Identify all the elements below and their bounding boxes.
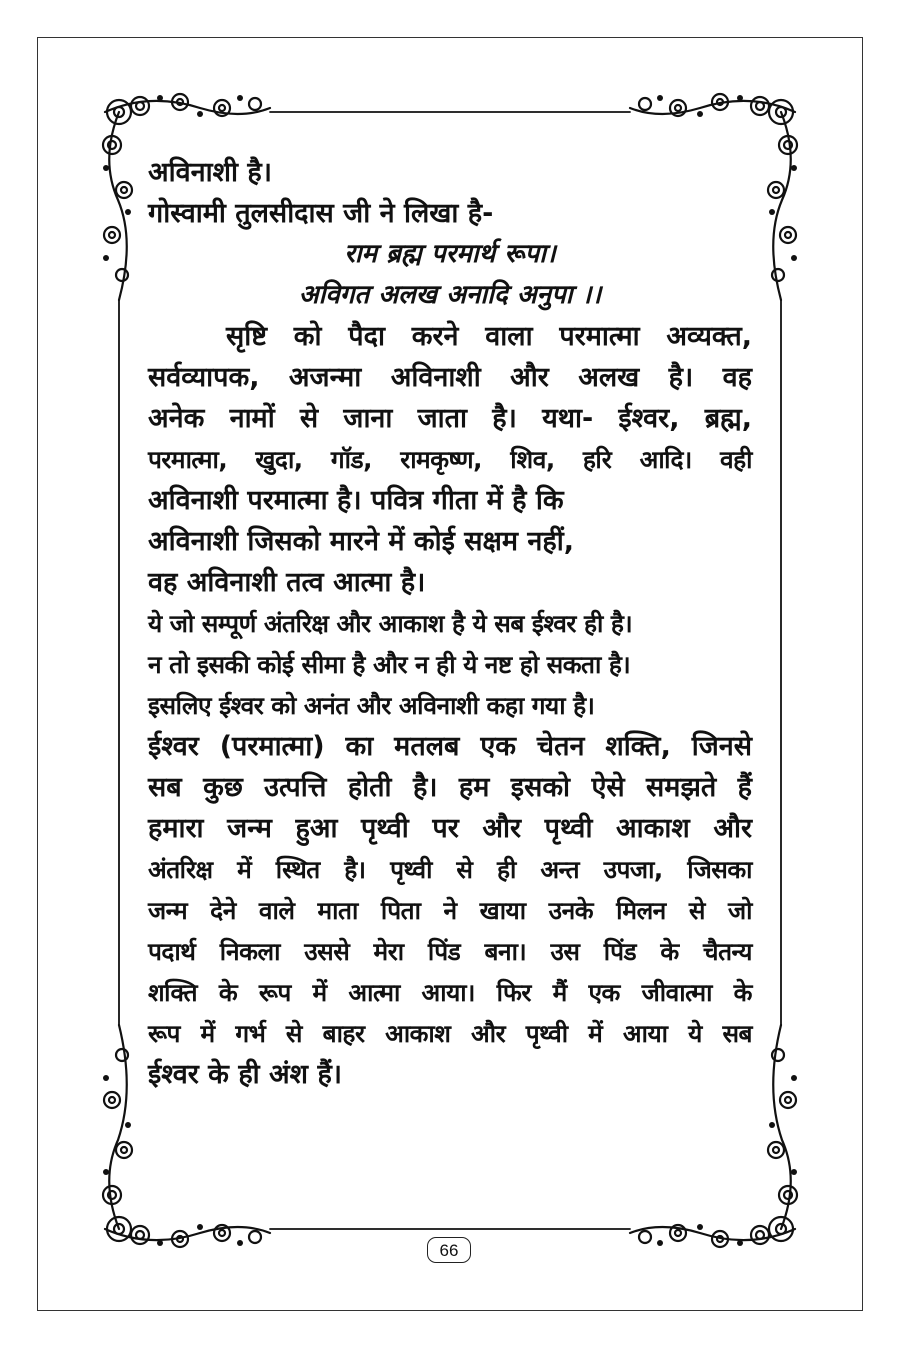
text-line: सब कुछ उत्पत्ति होती है। हम इसको ऐसे समझते हैं [148,772,752,803]
page-number: 66 [427,1237,471,1263]
text-line: ईश्वर (परमात्मा) का मतलब एक चेतन शक्ति, जिनसे [148,731,752,762]
text-line: अंतरिक्ष में स्थित है। पृथ्वी से ही अन्त उपजा, जिसका [148,855,752,884]
text-line: न तो इसकी कोई सीमा है और न ही ये नष्ट हो सकता है। [148,650,631,679]
text-line: जन्म देने वाले माता पिता ने खाया उनके मिलन से जो [148,896,752,925]
text-line: सृष्टि को पैदा करने वाला परमात्मा अव्यक्त, [226,321,752,352]
text-line: अविनाशी परमात्मा है। पवित्र गीता में है कि [148,485,564,516]
verse-line: राम ब्रह्म परमार्थ रूपा। [344,239,556,269]
text-line: अनेक नामों से जाना जाता है। यथा- ईश्वर, ब्रह्म, [148,403,752,434]
text-line: वह अविनाशी तत्व आत्मा है। [148,567,426,598]
text-line: पदार्थ निकला उससे मेरा पिंड बना। उस पिंड के चैतन्य [148,937,752,966]
text-line: ईश्वर के ही अंश हैं। [148,1059,343,1090]
page-text [148,152,752,1095]
text-line: परमात्मा, खुदा, गॉड, रामकृष्ण, शिव, हरि आदि। वही [148,445,752,474]
text-line: अविनाशी है। [148,157,272,188]
text-line: सर्वव्यापक, अजन्मा अविनाशी और अलख है। वह [148,362,752,393]
text-line: रूप में गर्भ से बाहर आकाश और पृथ्वी में आया ये सब [148,1019,752,1048]
text-line: हमारा जन्म हुआ पृथ्वी पर और पृथ्वी आकाश और [148,813,752,844]
verse-line: अविगत अलख अनादि अनुपा ।। [298,280,602,310]
text-line: शक्ति के रूप में आत्मा आया। फिर मैं एक जीवात्मा के [148,978,752,1007]
text-line: गोस्वामी तुलसीदास जी ने लिखा है- [148,198,494,229]
text-line: ये जो सम्पूर्ण अंतरिक्ष और आकाश है ये सब ईश्वर ही है। [148,609,633,638]
text-line: अविनाशी जिसको मारने में कोई सक्षम नहीं, [148,526,574,557]
text-line: इसलिए ईश्वर को अनंत और अविनाशी कहा गया है। [148,691,595,720]
